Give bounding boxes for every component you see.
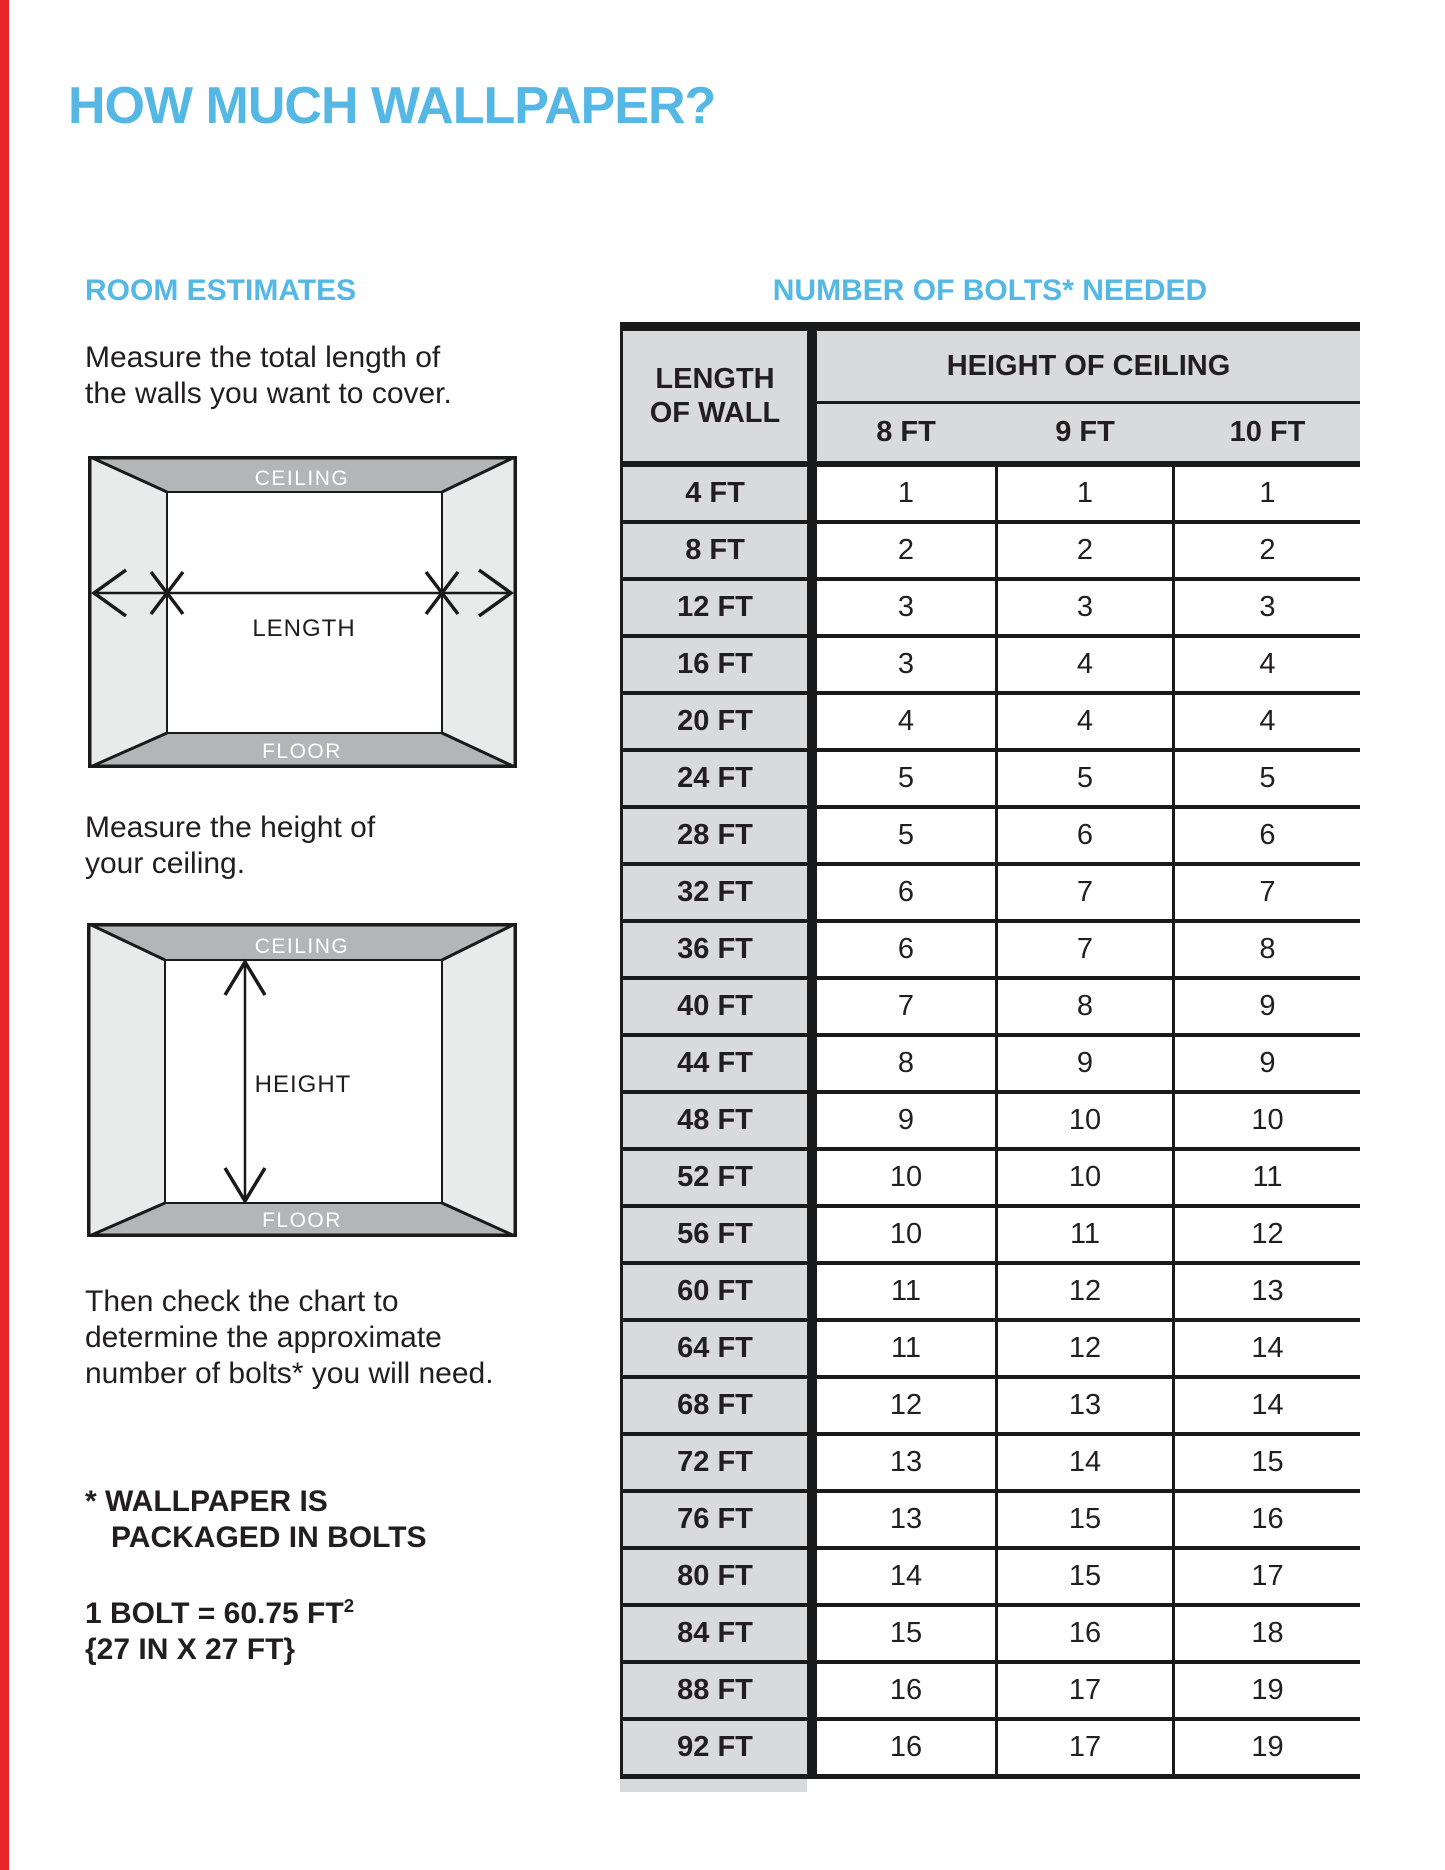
table-row (620, 1265, 1360, 1322)
bolt-count-cell: 9 (1175, 1037, 1360, 1090)
ceiling-label: CEILING (254, 467, 350, 490)
right-wall-surface (442, 456, 517, 768)
bolt-count-cell: 17 (1175, 1550, 1360, 1603)
bolt-count-cell: 4 (1175, 638, 1360, 691)
bolt-count-cell: 12 (998, 1322, 1172, 1375)
bolt-count-cell: 4 (998, 695, 1172, 748)
column-headers (817, 404, 1360, 467)
row-label: 56 FT (623, 1208, 807, 1261)
row-label: 12 FT (623, 581, 807, 634)
bolt-count-cell: 11 (817, 1322, 995, 1375)
row-label: 72 FT (623, 1436, 807, 1489)
bolt-count-cell: 3 (998, 581, 1172, 634)
bolt-count-cell: 2 (998, 524, 1172, 577)
instruction-chart-line3: number of bolts* you will need. (85, 1357, 494, 1390)
bolt-count-cell: 18 (1175, 1607, 1360, 1660)
left-accent-stripe (0, 0, 9, 1870)
row-label: 80 FT (623, 1550, 807, 1603)
bolt-count-cell: 7 (1175, 866, 1360, 919)
table-row (620, 638, 1360, 695)
table-row (620, 1436, 1360, 1493)
column-header-8ft: 8 FT (876, 416, 936, 448)
row-label: 44 FT (623, 1037, 807, 1090)
bolt-count-cell: 5 (1175, 752, 1360, 805)
table-row (620, 752, 1360, 809)
row-label: 60 FT (623, 1265, 807, 1318)
bolt-count-cell: 1 (998, 467, 1172, 520)
instruction-height-line2: your ceiling. (85, 847, 246, 880)
bolt-count-cell: 9 (1175, 980, 1360, 1033)
bolt-count-cell: 19 (1175, 1721, 1360, 1774)
bolt-count-cell: 8 (1175, 923, 1360, 976)
bolt-count-cell: 12 (998, 1265, 1172, 1318)
bolt-equation-superscript: 2 (343, 1595, 355, 1616)
bolt-count-cell: 1 (1175, 467, 1360, 520)
bolt-count-cell: 3 (817, 581, 995, 634)
bolt-count-cell: 16 (817, 1721, 995, 1774)
bolt-count-cell: 10 (998, 1151, 1172, 1204)
bolt-count-cell: 4 (998, 638, 1172, 691)
table-grid-line (995, 467, 998, 1779)
length-of-wall-header (623, 331, 807, 467)
left-wall-surface (87, 923, 165, 1237)
table-row (620, 695, 1360, 752)
bolt-count-cell: 7 (998, 866, 1172, 919)
table-row (620, 1721, 1360, 1779)
bolt-count-cell: 16 (1175, 1493, 1360, 1546)
row-label: 36 FT (623, 923, 807, 976)
bolt-count-cell: 10 (817, 1208, 995, 1261)
left-wall-surface (88, 456, 167, 768)
row-label: 4 FT (623, 467, 807, 520)
table-left-border (620, 322, 623, 1779)
table-row (620, 1037, 1360, 1094)
number-of-bolts-heading: NUMBER OF BOLTS* NEEDED (772, 274, 1208, 307)
footnote-line2: PACKAGED IN BOLTS (111, 1521, 427, 1554)
floor-label: FLOOR (262, 1209, 342, 1232)
room-length-diagram (88, 456, 517, 768)
row-label: 24 FT (623, 752, 807, 805)
bolt-count-cell: 15 (998, 1550, 1172, 1603)
table-row (620, 1607, 1360, 1664)
length-of-wall-line2: OF WALL (649, 397, 781, 429)
table-row (620, 1208, 1360, 1265)
bolt-count-cell: 12 (1175, 1208, 1360, 1261)
bolt-count-cell: 15 (817, 1607, 995, 1660)
row-label: 52 FT (623, 1151, 807, 1204)
bolt-count-cell: 16 (817, 1664, 995, 1717)
bolt-count-cell: 12 (817, 1379, 995, 1432)
bolt-count-cell: 2 (1175, 524, 1360, 577)
wallpaper-bolts-footnote (85, 1484, 427, 1556)
room-height-diagram (87, 923, 517, 1237)
back-wall (167, 492, 442, 733)
row-label: 40 FT (623, 980, 807, 1033)
instruction-length (85, 340, 452, 412)
instruction-length-line1: Measure the total length of (85, 341, 441, 374)
floor-label: FLOOR (262, 740, 342, 763)
bolt-count-cell: 11 (817, 1265, 995, 1318)
row-label: 8 FT (623, 524, 807, 577)
table-row (620, 1493, 1360, 1550)
bolt-count-cell: 13 (1175, 1265, 1360, 1318)
row-label: 16 FT (623, 638, 807, 691)
table-row (620, 866, 1360, 923)
table-row (620, 980, 1360, 1037)
bolt-count-cell: 16 (998, 1607, 1172, 1660)
row-label: 88 FT (623, 1664, 807, 1717)
instruction-chart-line2: determine the approximate (85, 1321, 442, 1354)
bolt-count-cell: 6 (817, 866, 995, 919)
table-grid-line (1172, 467, 1175, 1779)
table-row (620, 1151, 1360, 1208)
table-top-border (620, 322, 1360, 331)
table-row (620, 1550, 1360, 1607)
table-bottom-tab (620, 1779, 807, 1792)
table-row (620, 1094, 1360, 1151)
row-label: 48 FT (623, 1094, 807, 1147)
table-row (620, 1664, 1360, 1721)
table-row (620, 581, 1360, 638)
instruction-height-line1: Measure the height of (85, 811, 376, 844)
bolt-count-cell: 10 (1175, 1094, 1360, 1147)
table-rows (620, 467, 1360, 1779)
bolt-equation-text: 1 BOLT = 60.75 FT (85, 1597, 344, 1630)
row-label: 20 FT (623, 695, 807, 748)
table-row (620, 1322, 1360, 1379)
height-label: HEIGHT (254, 1071, 352, 1098)
height-of-ceiling-header: HEIGHT OF CEILING (817, 331, 1360, 404)
bolt-count-cell: 1 (817, 467, 995, 520)
bolt-count-cell: 5 (817, 809, 995, 862)
instruction-length-line2: the walls you want to cover. (85, 377, 452, 410)
row-label: 28 FT (623, 809, 807, 862)
table-row (620, 809, 1360, 866)
bolt-equation (85, 1588, 354, 1632)
instruction-height (85, 810, 375, 882)
bolt-count-cell: 2 (817, 524, 995, 577)
table-row (620, 923, 1360, 980)
bolt-count-cell: 11 (1175, 1151, 1360, 1204)
bolt-count-cell: 14 (817, 1550, 995, 1603)
bolt-count-cell: 5 (998, 752, 1172, 805)
row-label: 32 FT (623, 866, 807, 919)
bolt-count-cell: 11 (998, 1208, 1172, 1261)
bolt-count-cell: 7 (817, 980, 995, 1033)
bolt-count-cell: 10 (817, 1151, 995, 1204)
bolt-count-cell: 3 (817, 638, 995, 691)
instruction-chart (85, 1284, 494, 1392)
bolt-count-cell: 9 (817, 1094, 995, 1147)
table-row (620, 524, 1360, 581)
table-column-divider (807, 322, 817, 1779)
bolt-count-cell: 9 (998, 1037, 1172, 1090)
page-title: HOW MUCH WALLPAPER? (68, 77, 716, 135)
bolt-count-cell: 15 (998, 1493, 1172, 1546)
bolt-count-cell: 6 (1175, 809, 1360, 862)
bolt-count-cell: 13 (817, 1493, 995, 1546)
bolt-count-cell: 7 (998, 923, 1172, 976)
bolt-dimensions: {27 IN X 27 FT} (85, 1633, 296, 1666)
row-label: 64 FT (623, 1322, 807, 1375)
bolts-table (620, 322, 1360, 1792)
instruction-chart-line1: Then check the chart to (85, 1285, 399, 1318)
bolt-count-cell: 4 (1175, 695, 1360, 748)
bolt-count-cell: 17 (998, 1664, 1172, 1717)
bolt-count-cell: 17 (998, 1721, 1172, 1774)
bolt-count-cell: 4 (817, 695, 995, 748)
bolt-count-cell: 8 (817, 1037, 995, 1090)
table-row (620, 1379, 1360, 1436)
bolt-count-cell: 14 (1175, 1379, 1360, 1432)
right-wall-surface (442, 923, 517, 1237)
room-estimates-heading: ROOM ESTIMATES (85, 274, 357, 307)
bolt-count-cell: 6 (817, 923, 995, 976)
column-header-10ft: 10 FT (1229, 416, 1306, 448)
row-label: 84 FT (623, 1607, 807, 1660)
bolt-count-cell: 14 (998, 1436, 1172, 1489)
bolt-count-cell: 19 (1175, 1664, 1360, 1717)
bolt-count-cell: 14 (1175, 1322, 1360, 1375)
bolt-count-cell: 13 (998, 1379, 1172, 1432)
bolt-count-cell: 6 (998, 809, 1172, 862)
footnote-line1: * WALLPAPER IS (85, 1485, 328, 1518)
bolt-count-cell: 10 (998, 1094, 1172, 1147)
bolt-count-cell: 3 (1175, 581, 1360, 634)
table-row (620, 467, 1360, 524)
bolt-count-cell: 15 (1175, 1436, 1360, 1489)
bolt-count-cell: 8 (998, 980, 1172, 1033)
ceiling-label: CEILING (254, 935, 350, 958)
length-label: LENGTH (252, 615, 356, 642)
length-of-wall-line1: LENGTH (655, 363, 775, 395)
row-label: 68 FT (623, 1379, 807, 1432)
column-header-9ft: 9 FT (1055, 416, 1115, 448)
row-label: 92 FT (623, 1721, 807, 1774)
bolt-count-cell: 13 (817, 1436, 995, 1489)
bolt-size-info (85, 1588, 354, 1668)
row-label: 76 FT (623, 1493, 807, 1546)
bolt-count-cell: 5 (817, 752, 995, 805)
